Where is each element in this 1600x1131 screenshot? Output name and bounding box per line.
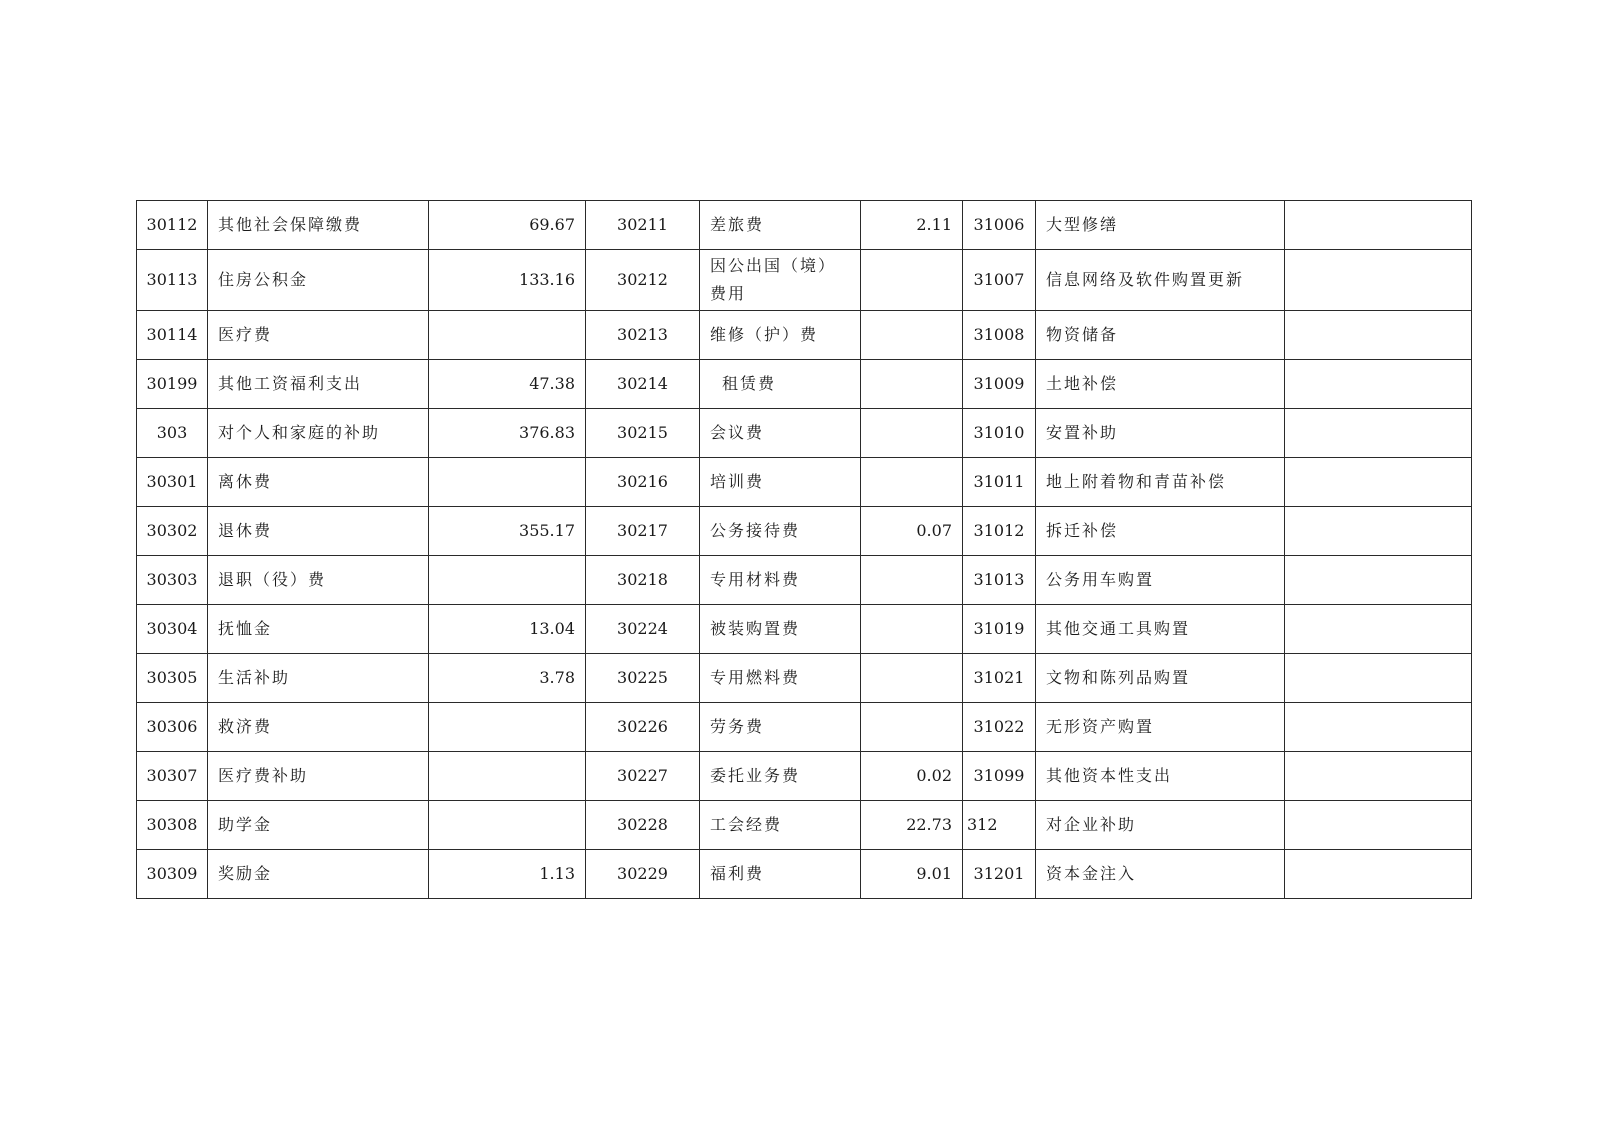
name-cell: 其他交通工具购置: [1036, 605, 1285, 654]
name-cell: 离休费: [208, 458, 429, 507]
amount-cell: [1285, 458, 1472, 507]
code-cell: 30224: [586, 605, 700, 654]
name-cell: 公务用车购置: [1036, 556, 1285, 605]
name-cell: 物资储备: [1036, 311, 1285, 360]
code-cell: 31021: [963, 654, 1036, 703]
name-cell: 因公出国（境）费用: [700, 250, 861, 311]
code-cell: 30227: [586, 752, 700, 801]
code-cell: 31010: [963, 409, 1036, 458]
amount-cell: [429, 556, 586, 605]
name-cell: 专用燃料费: [700, 654, 861, 703]
name-cell: 劳务费: [700, 703, 861, 752]
table-row: [137, 654, 1472, 703]
code-cell: 30229: [586, 850, 700, 899]
code-cell: 30301: [137, 458, 208, 507]
table-row: [137, 752, 1472, 801]
table-row: [137, 458, 1472, 507]
name-cell: 退职（役）费: [208, 556, 429, 605]
amount-cell: [1285, 605, 1472, 654]
name-cell: 会议费: [700, 409, 861, 458]
amount-cell: [429, 752, 586, 801]
amount-cell: [861, 556, 963, 605]
name-cell: 其他资本性支出: [1036, 752, 1285, 801]
amount-cell: [1285, 201, 1472, 250]
amount-cell: 133.16: [429, 250, 586, 311]
amount-cell: [429, 801, 586, 850]
name-cell: 退休费: [208, 507, 429, 556]
code-cell: 31007: [963, 250, 1036, 311]
amount-cell: 47.38: [429, 360, 586, 409]
code-cell: 30307: [137, 752, 208, 801]
amount-cell: 22.73: [861, 801, 963, 850]
code-cell: 30306: [137, 703, 208, 752]
table-row: [137, 801, 1472, 850]
table-row: [137, 311, 1472, 360]
name-cell: 被装购置费: [700, 605, 861, 654]
amount-cell: [429, 703, 586, 752]
amount-cell: 69.67: [429, 201, 586, 250]
name-cell: 救济费: [208, 703, 429, 752]
code-cell: 31006: [963, 201, 1036, 250]
amount-cell: [1285, 409, 1472, 458]
code-cell: 31019: [963, 605, 1036, 654]
code-cell: 30228: [586, 801, 700, 850]
code-cell: 30113: [137, 250, 208, 311]
name-cell: 地上附着物和青苗补偿: [1036, 458, 1285, 507]
code-cell: 30216: [586, 458, 700, 507]
code-cell: 30218: [586, 556, 700, 605]
name-cell: 安置补助: [1036, 409, 1285, 458]
code-cell: 31099: [963, 752, 1036, 801]
name-cell: 对个人和家庭的补助: [208, 409, 429, 458]
name-cell: 租赁费: [700, 360, 861, 409]
table-row: [137, 250, 1472, 311]
amount-cell: [1285, 703, 1472, 752]
name-cell: 委托业务费: [700, 752, 861, 801]
amount-cell: 9.01: [861, 850, 963, 899]
name-cell: 其他社会保障缴费: [208, 201, 429, 250]
amount-cell: [1285, 311, 1472, 360]
table-row: [137, 556, 1472, 605]
amount-cell: [429, 311, 586, 360]
expenditure-table: [136, 200, 1472, 899]
code-cell: 30217: [586, 507, 700, 556]
amount-cell: [861, 703, 963, 752]
name-cell: 信息网络及软件购置更新: [1036, 250, 1285, 311]
code-cell: 30305: [137, 654, 208, 703]
code-cell: 30213: [586, 311, 700, 360]
name-cell: 文物和陈列品购置: [1036, 654, 1285, 703]
code-cell: 30112: [137, 201, 208, 250]
name-cell: 专用材料费: [700, 556, 861, 605]
name-cell: 拆迁补偿: [1036, 507, 1285, 556]
amount-cell: 376.83: [429, 409, 586, 458]
amount-cell: [429, 458, 586, 507]
name-cell: 培训费: [700, 458, 861, 507]
code-cell: 31012: [963, 507, 1036, 556]
code-cell: 31011: [963, 458, 1036, 507]
amount-cell: [861, 311, 963, 360]
amount-cell: [1285, 556, 1472, 605]
code-cell: 31008: [963, 311, 1036, 360]
amount-cell: [861, 458, 963, 507]
name-cell: 抚恤金: [208, 605, 429, 654]
name-cell: 土地补偿: [1036, 360, 1285, 409]
name-cell: 公务接待费: [700, 507, 861, 556]
code-cell: 30309: [137, 850, 208, 899]
code-cell: 31022: [963, 703, 1036, 752]
code-cell: 30226: [586, 703, 700, 752]
amount-cell: [861, 605, 963, 654]
name-cell: 福利费: [700, 850, 861, 899]
code-cell: 30212: [586, 250, 700, 311]
code-cell: 30211: [586, 201, 700, 250]
amount-cell: [1285, 850, 1472, 899]
table-row: [137, 360, 1472, 409]
code-cell: 31201: [963, 850, 1036, 899]
code-cell: 30225: [586, 654, 700, 703]
amount-cell: [861, 654, 963, 703]
code-cell: 30114: [137, 311, 208, 360]
code-cell: 30302: [137, 507, 208, 556]
name-cell: 其他工资福利支出: [208, 360, 429, 409]
code-cell: 31013: [963, 556, 1036, 605]
name-cell: 工会经费: [700, 801, 861, 850]
table-row: [137, 507, 1472, 556]
code-cell: 30308: [137, 801, 208, 850]
name-cell: 医疗费补助: [208, 752, 429, 801]
amount-cell: 3.78: [429, 654, 586, 703]
table-row: [137, 409, 1472, 458]
name-cell: 无形资产购置: [1036, 703, 1285, 752]
code-cell: 312: [963, 801, 1036, 850]
amount-cell: [1285, 250, 1472, 311]
table-row: [137, 850, 1472, 899]
table-row: [137, 703, 1472, 752]
amount-cell: [1285, 360, 1472, 409]
amount-cell: 0.07: [861, 507, 963, 556]
name-cell: 住房公积金: [208, 250, 429, 311]
code-cell: 30304: [137, 605, 208, 654]
code-cell: 303: [137, 409, 208, 458]
table-row: [137, 605, 1472, 654]
name-cell: 资本金注入: [1036, 850, 1285, 899]
name-cell: 奖励金: [208, 850, 429, 899]
name-cell: 生活补助: [208, 654, 429, 703]
code-cell: 31009: [963, 360, 1036, 409]
code-cell: 30303: [137, 556, 208, 605]
amount-cell: 13.04: [429, 605, 586, 654]
table-row: [137, 201, 1472, 250]
name-cell: 对企业补助: [1036, 801, 1285, 850]
code-cell: 30215: [586, 409, 700, 458]
name-cell: 助学金: [208, 801, 429, 850]
amount-cell: 0.02: [861, 752, 963, 801]
name-cell: 差旅费: [700, 201, 861, 250]
code-cell: 30214: [586, 360, 700, 409]
code-cell: 30199: [137, 360, 208, 409]
amount-cell: [861, 360, 963, 409]
amount-cell: 355.17: [429, 507, 586, 556]
amount-cell: [861, 409, 963, 458]
amount-cell: 1.13: [429, 850, 586, 899]
name-cell: 医疗费: [208, 311, 429, 360]
name-cell: 维修（护）费: [700, 311, 861, 360]
name-cell: 大型修缮: [1036, 201, 1285, 250]
amount-cell: 2.11: [861, 201, 963, 250]
amount-cell: [1285, 507, 1472, 556]
amount-cell: [861, 250, 963, 311]
amount-cell: [1285, 801, 1472, 850]
amount-cell: [1285, 654, 1472, 703]
amount-cell: [1285, 752, 1472, 801]
